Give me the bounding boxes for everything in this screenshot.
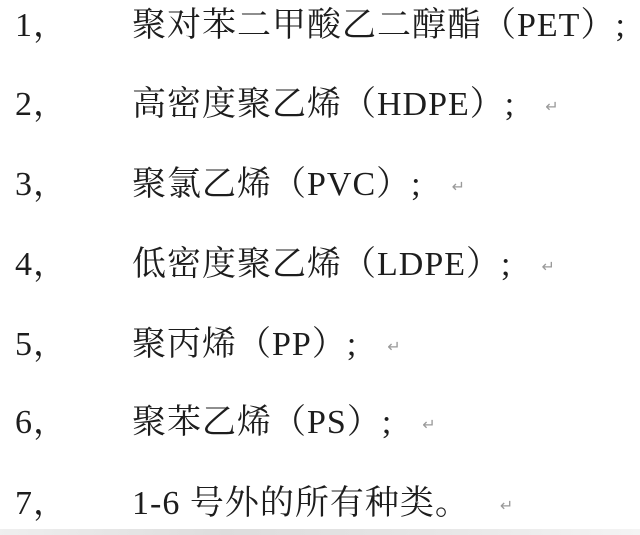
list-row [15,325,401,367]
item-text: 高密度聚乙烯（HDPE）; [132,86,516,123]
list-row [15,484,513,526]
line-break-mark-icon: ↵ [545,97,559,117]
line-break-mark-icon: ↵ [387,337,401,357]
item-number: 3， [15,166,68,203]
item-number: 4， [15,246,68,283]
item-number: 6， [15,404,68,441]
item-text: 聚丙烯（PP）; [132,326,358,363]
list-row [15,85,559,127]
line-break-mark-icon: ↵ [499,496,514,516]
list-row [15,165,465,207]
list-row [15,6,640,48]
line-break-mark-icon: ↵ [451,177,465,197]
item-number: 7， [15,485,68,522]
item-text: 聚对苯二甲酸乙二醇酯（PET）; [132,7,626,44]
line-break-mark-icon: ↵ [541,257,555,277]
item-text: 聚苯乙烯（PS）; [132,404,393,441]
image-bottom-edge [0,529,640,535]
list-row [15,245,555,287]
item-text: 聚氯乙烯（PVC）; [132,166,422,203]
item-number: 2， [15,86,68,123]
line-break-mark-icon: ↵ [422,415,436,435]
item-number: 5， [15,326,68,363]
item-number: 1， [15,7,68,44]
list-row [15,403,436,445]
item-text: 低密度聚乙烯（LDPE）; [132,246,512,283]
item-text: 1-6 号外的所有种类。 [132,485,470,522]
